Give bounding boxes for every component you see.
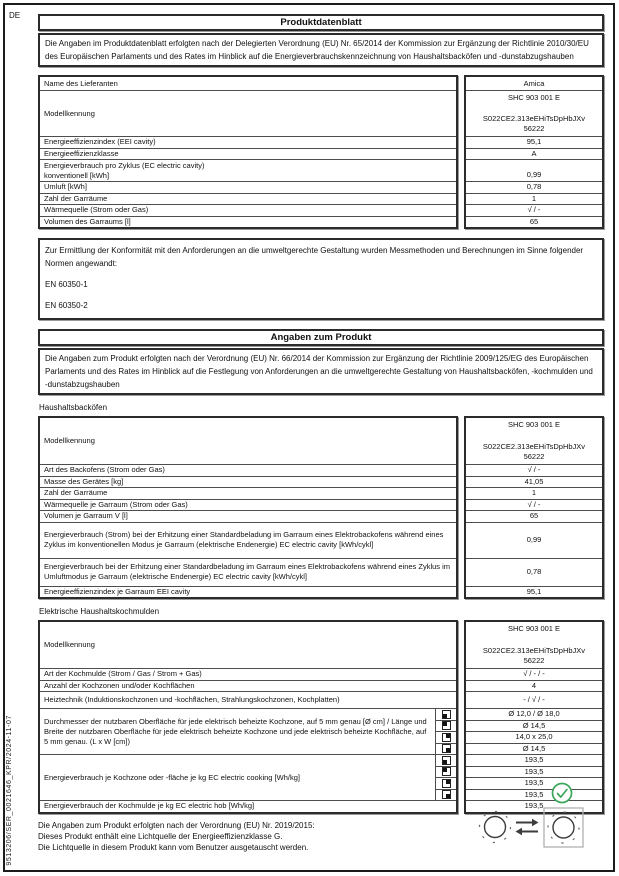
note-line: Die Lichtquelle in diesem Produkt kann vom Benutzer ausgetauscht werden. <box>38 842 309 852</box>
row-label: Umluft [kWh] <box>40 181 456 193</box>
model-value <box>466 90 602 136</box>
model-name: SHC 903 001 E <box>507 624 561 633</box>
row-value: 193,5 <box>466 800 602 812</box>
model-code: S022CE2.313eEHiTsDpHbJXv <box>482 646 586 655</box>
row-label: Art des Backofens (Strom oder Gas) <box>40 464 456 476</box>
row-value: 65 <box>466 510 602 522</box>
energy-group-row <box>40 754 456 800</box>
fiche-values-column <box>464 75 604 229</box>
product-info-intro: Die Angaben zum Produkt erfolgten nach der Verordnung (EU) Nr. 66/2014 der Kommission zur Ergänzung der Richtlinie 2009/125/EG des Europäischen Parlaments und des Rates im Hinblick auf die Festlegung von Anforderungen an die umweltgerechte Gestaltung von Haushaltsbacköfen, -kochmulden und -dunstabzugshauben <box>38 348 604 395</box>
oven-values-column <box>464 416 604 599</box>
row-value: 0,78 <box>466 181 602 193</box>
row-label: Energieverbrauch je Kochzone oder -fläche je kg EC electric cooking [Wh/kg] <box>44 772 300 782</box>
row-value: 95,1 <box>466 136 602 148</box>
row-value: 65 <box>466 216 602 228</box>
row-value: 193,5 <box>466 754 602 766</box>
row-label: Wärmequelle je Garraum (Strom oder Gas) <box>40 499 456 511</box>
row-label-line: Energieverbrauch pro Zyklus (EC electric cavity) <box>44 160 205 170</box>
zone-back-left-icon <box>442 767 451 776</box>
norms-text: Zur Ermittlung der Konformität mit den Anforderungen an die umweltgerechte Gestaltung wurden Messmethoden und Berechnungen im Sinne folgender Normen angewandt: <box>45 246 584 268</box>
row-label: Energieverbrauch der Kochmulde je kg EC electric hob [Wh/kg] <box>40 800 456 812</box>
row-label: Modellkennung <box>40 90 456 136</box>
row-label: Energieeffizienzklasse <box>40 148 456 160</box>
zone-cell <box>436 731 456 743</box>
light-source-icon <box>480 812 511 843</box>
row-value: 0,99 <box>466 522 602 558</box>
fiche-table <box>38 75 604 229</box>
row-value: - / √ / - <box>466 691 602 708</box>
row-value: √ / - <box>466 204 602 216</box>
replaceable-lamp-graphic <box>474 782 598 852</box>
zone-back-right-icon <box>442 733 451 742</box>
zone-front-right-icon <box>442 790 451 799</box>
row-label: Energieverbrauch bei der Erhitzung einer Standardbeladung im Garraum eines Elektrobackofens während eines Zyklus im Umluftmodus je Garraum (elektrische Endenergie) EC electric cavity [kWh/cykl] <box>40 558 456 586</box>
row-label: Zahl der Garräume <box>40 193 456 205</box>
row-value: 193,5 <box>466 789 602 801</box>
model-value <box>466 418 602 464</box>
check-circle-icon <box>553 784 572 803</box>
row-label: Modellkennung <box>44 640 95 649</box>
zone-cell <box>436 777 456 789</box>
zone-front-left-icon <box>442 710 451 719</box>
row-label: Volumen je Garraum V [l] <box>40 510 456 522</box>
model-number: 56222 <box>523 656 545 665</box>
swap-arrows-icon <box>516 819 539 835</box>
oven-labels-column <box>38 416 458 599</box>
row-label: Energieeffizienzindex je Garraum EEI cavity <box>40 586 456 598</box>
row-label: Energieeffizienzindex (EEI cavity) <box>40 136 456 148</box>
ovens-heading: Haushaltsbacköfen <box>39 403 108 412</box>
zone-cell <box>436 766 456 778</box>
conformity-norms-box <box>38 238 604 320</box>
row-label: Art der Kochmulde (Strom / Gas / Strom + Gas) <box>40 668 456 680</box>
row-label: Anzahl der Kochzonen und/oder Kochflächen <box>40 680 456 692</box>
row-label: Masse des Gerätes [kg] <box>40 476 456 488</box>
zone-front-right-icon <box>442 744 451 753</box>
row-value: 0,78 <box>466 558 602 586</box>
row-value: 14,0 x 25,0 <box>466 731 602 743</box>
row-label <box>40 159 456 181</box>
product-info-title: Angaben zum Produkt <box>38 329 604 346</box>
zone-cell <box>436 755 456 766</box>
row-value: 1 <box>466 487 602 499</box>
row-label: Zahl der Garräume <box>40 487 456 499</box>
fiche-labels-column <box>38 75 458 229</box>
zone-front-left-icon <box>442 756 451 765</box>
model-name: SHC 903 001 E <box>507 420 561 429</box>
norm-standard-2: EN 60350-2 <box>45 301 88 310</box>
model-value <box>466 622 602 668</box>
row-value: 193,5 <box>466 777 602 789</box>
row-value: 1 <box>466 193 602 205</box>
document-code-vertical: 9513206/SER_0021646_KPR/2024-11-07 <box>6 715 13 866</box>
row-label: Volumen des Garraums [l] <box>40 216 456 228</box>
zone-icon-column <box>435 709 456 754</box>
norm-standard-1: EN 60350-1 <box>45 280 88 289</box>
model-name: SHC 903 001 E <box>507 93 561 102</box>
row-value: Ø 12,0 / Ø 18,0 <box>466 708 602 720</box>
row-label: Name des Lieferanten <box>44 78 118 88</box>
row-label: Energieverbrauch (Strom) bei der Erhitzung einer Standardbeladung im Garraum eines Elektrobackofens während eines Zyklus im konventionellen Modus je Garraum (elektrische Endenergie) EC electric cavity [kWh/cykl] <box>40 522 456 558</box>
row-value: Ø 14,5 <box>466 720 602 732</box>
language-code: DE <box>9 11 21 20</box>
row-value: Amica <box>523 78 545 88</box>
boxed-light-source-icon <box>544 808 583 847</box>
hobs-heading: Elektrische Haushaltskochmulden <box>39 607 160 616</box>
row-label: Heiztechnik (Induktionskochzonen und -kochflächen, Strahlungskochzonen, Kochplatten) <box>40 691 456 708</box>
row-value: A <box>466 148 602 160</box>
note-line: Dieses Produkt enthält eine Lichtquelle der Energieeffizienzklasse G. <box>38 831 283 841</box>
row-value: 41,05 <box>466 476 602 488</box>
zone-back-right-icon <box>442 779 451 788</box>
model-number: 56222 <box>523 124 545 133</box>
row-label: Durchmesser der nutzbaren Oberfläche für jede elektrisch beheizte Kochzone, auf 5 mm genau [Ø cm] / Länge und Breite der nutzbaren Oberfläche für jede elektrisch beheizte Kochzone und jede elektrisch beheizte Kochfläche, auf 5 mm genau. (L x W [cm]) <box>44 716 427 746</box>
zone-cell <box>436 743 456 755</box>
zone-cell <box>436 789 456 801</box>
zone-back-left-icon <box>442 721 451 730</box>
zone-cell <box>436 720 456 732</box>
row-value: 95,1 <box>466 586 602 598</box>
model-code: S022CE2.313eEHiTsDpHbJXv <box>482 442 586 451</box>
fiche-title: Produktdatenblatt <box>38 14 604 31</box>
oven-table <box>38 416 604 599</box>
row-value: √ / - <box>466 499 602 511</box>
model-code: S022CE2.313eEHiTsDpHbJXv <box>482 114 586 123</box>
model-number: 56222 <box>523 452 545 461</box>
row-label: Wärmequelle (Strom oder Gas) <box>40 204 456 216</box>
row-value: 0,99 <box>466 159 602 181</box>
hob-labels-column <box>38 620 458 814</box>
row-label: Modellkennung <box>44 436 95 445</box>
light-source-note <box>38 820 478 853</box>
row-value: √ / - / - <box>466 668 602 680</box>
row-value: √ / - <box>466 464 602 476</box>
row-label-line: konventionell [kWh] <box>44 170 110 180</box>
zone-icon-column <box>435 755 456 800</box>
note-line: Die Angaben zum Produkt erfolgten nach der Verordnung (EU) Nr. 2019/2015: <box>38 820 315 830</box>
diameter-group-row <box>40 708 456 754</box>
row-value: Ø 14,5 <box>466 743 602 755</box>
fiche-intro: Die Angaben im Produktdatenblatt erfolgten nach der Delegierten Verordnung (EU) Nr. 65/2014 der Kommission zur Ergänzung der Richtlinie 2010/30/EU des Europäischen Parlaments und des Rates im Hinblick auf die Energieverbrauchskennzeichnung von Haushaltsbacköfen und -dunstabzugshauben <box>38 33 604 67</box>
row-value: 4 <box>466 680 602 692</box>
document-body <box>38 14 604 853</box>
zone-cell <box>436 709 456 720</box>
row-value: 193,5 <box>466 766 602 778</box>
